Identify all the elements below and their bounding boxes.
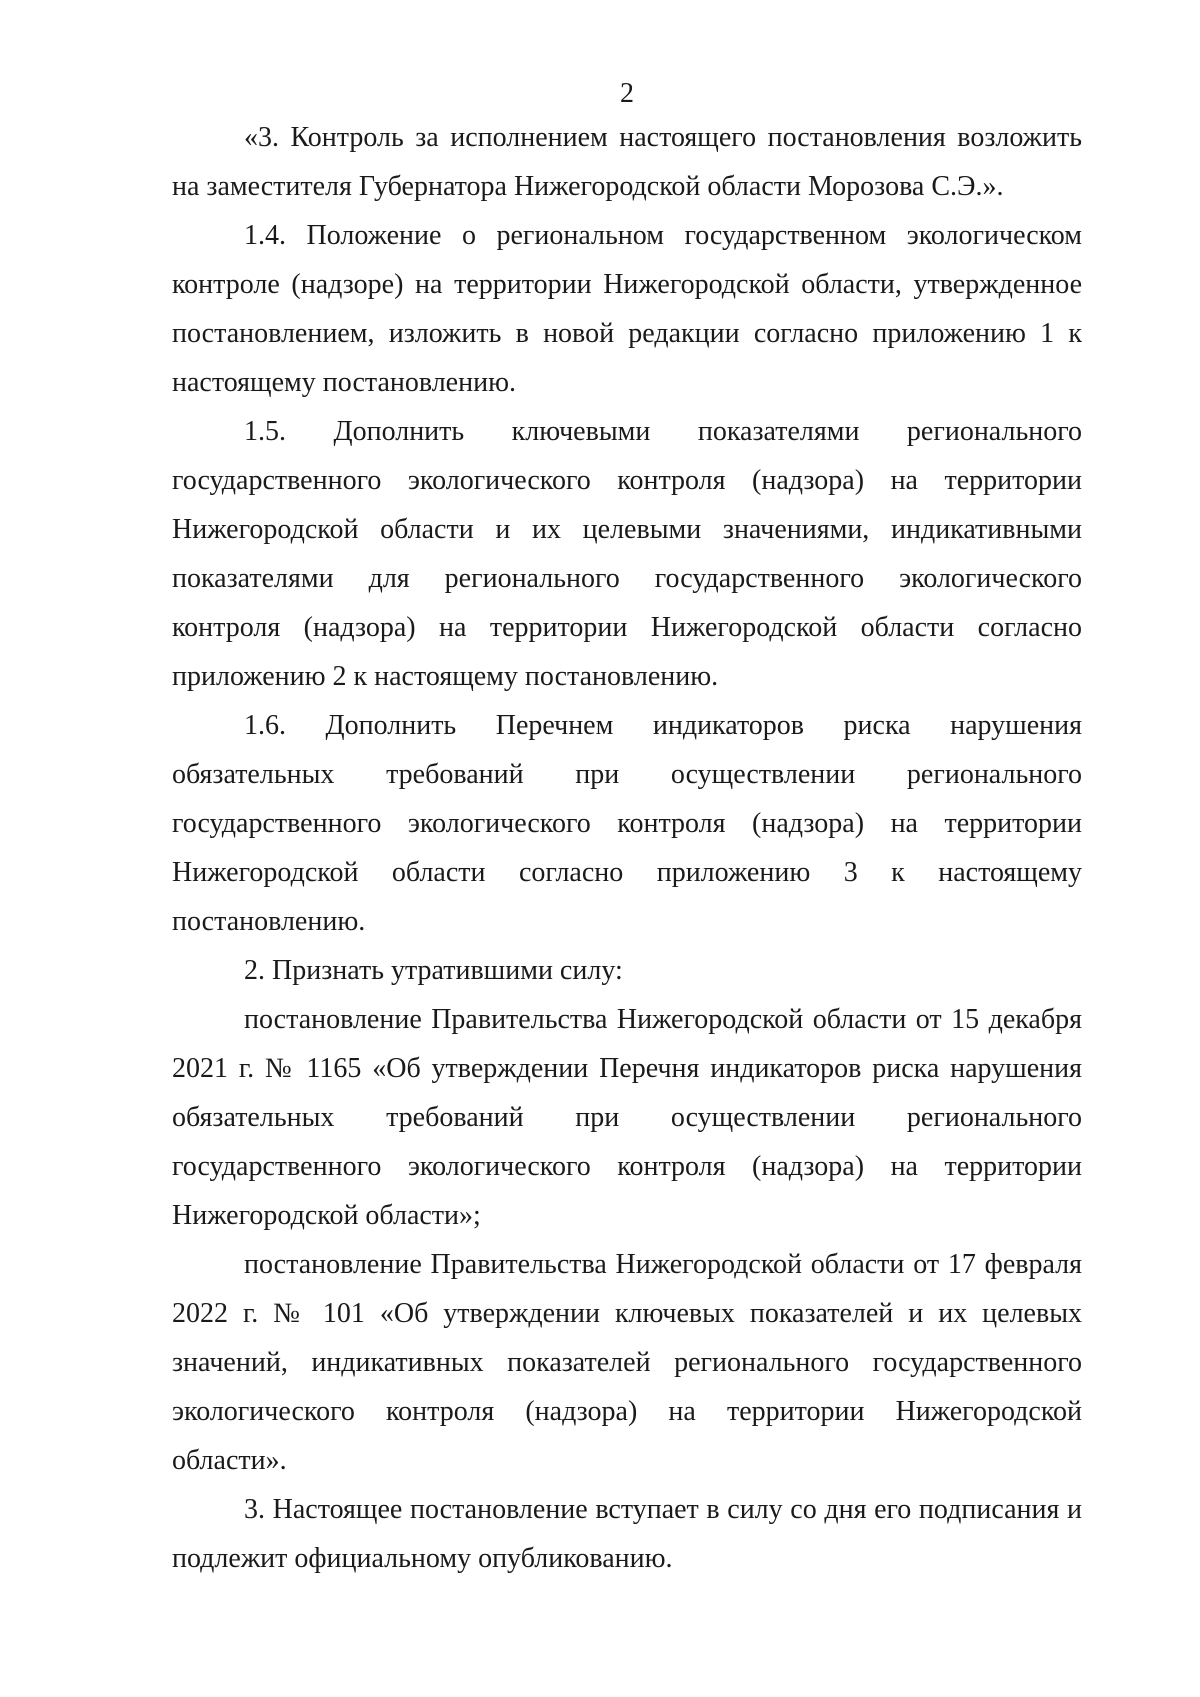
page-number: 2 — [620, 78, 634, 109]
paragraph-1-5: 1.5. Дополнить ключевыми показателями регионального государственного экологического контроля (надзора) на территории Нижегородской области и их целевыми значениями, индикативными показателями для регионального государственного экологического контроля (надзора) на территории Нижегородской области согласно приложению 2 к настоящему постановлению. — [172, 416, 1082, 692]
paragraph-repeal-1165: постановление Правительства Нижегородской области от 15 декабря 2021 г. № 1165 «Об утверждении Перечня индикаторов риска нарушения обязательных требований при осуществлении регионального государственного экологического контроля (надзора) на территории Нижегородской области»; — [172, 1004, 1082, 1231]
paragraph-control-clause: «3. Контроль за исполнением настоящего постановления возложить на заместителя Губернатора Нижегородской области Морозова С.Э.». — [172, 122, 1082, 202]
document-body — [172, 113, 1082, 1583]
paragraph-2: 2. Признать утратившими силу: — [244, 955, 623, 986]
paragraph-repeal-101: постановление Правительства Нижегородской области от 17 февраля 2022 г. № 101 «Об утверждении ключевых показателей и их целевых значений, индикативных показателей регионального государственного экологического контроля (надзора) на территории Нижегородской области». — [172, 1249, 1082, 1476]
paragraph-1-4: 1.4. Положение о региональном государственном экологическом контроле (надзоре) на территории Нижегородской области, утвержденное постановлением, изложить в новой редакции согласно приложению 1 к настоящему постановлению. — [172, 220, 1082, 398]
paragraph-3: 3. Настоящее постановление вступает в силу со дня его подписания и подлежит официальному опубликованию. — [172, 1494, 1082, 1574]
paragraph-1-6: 1.6. Дополнить Перечнем индикаторов риска нарушения обязательных требований при осуществлении регионального государственного экологического контроля (надзора) на территории Нижегородской области согласно приложению 3 к настоящему постановлению. — [172, 710, 1082, 937]
